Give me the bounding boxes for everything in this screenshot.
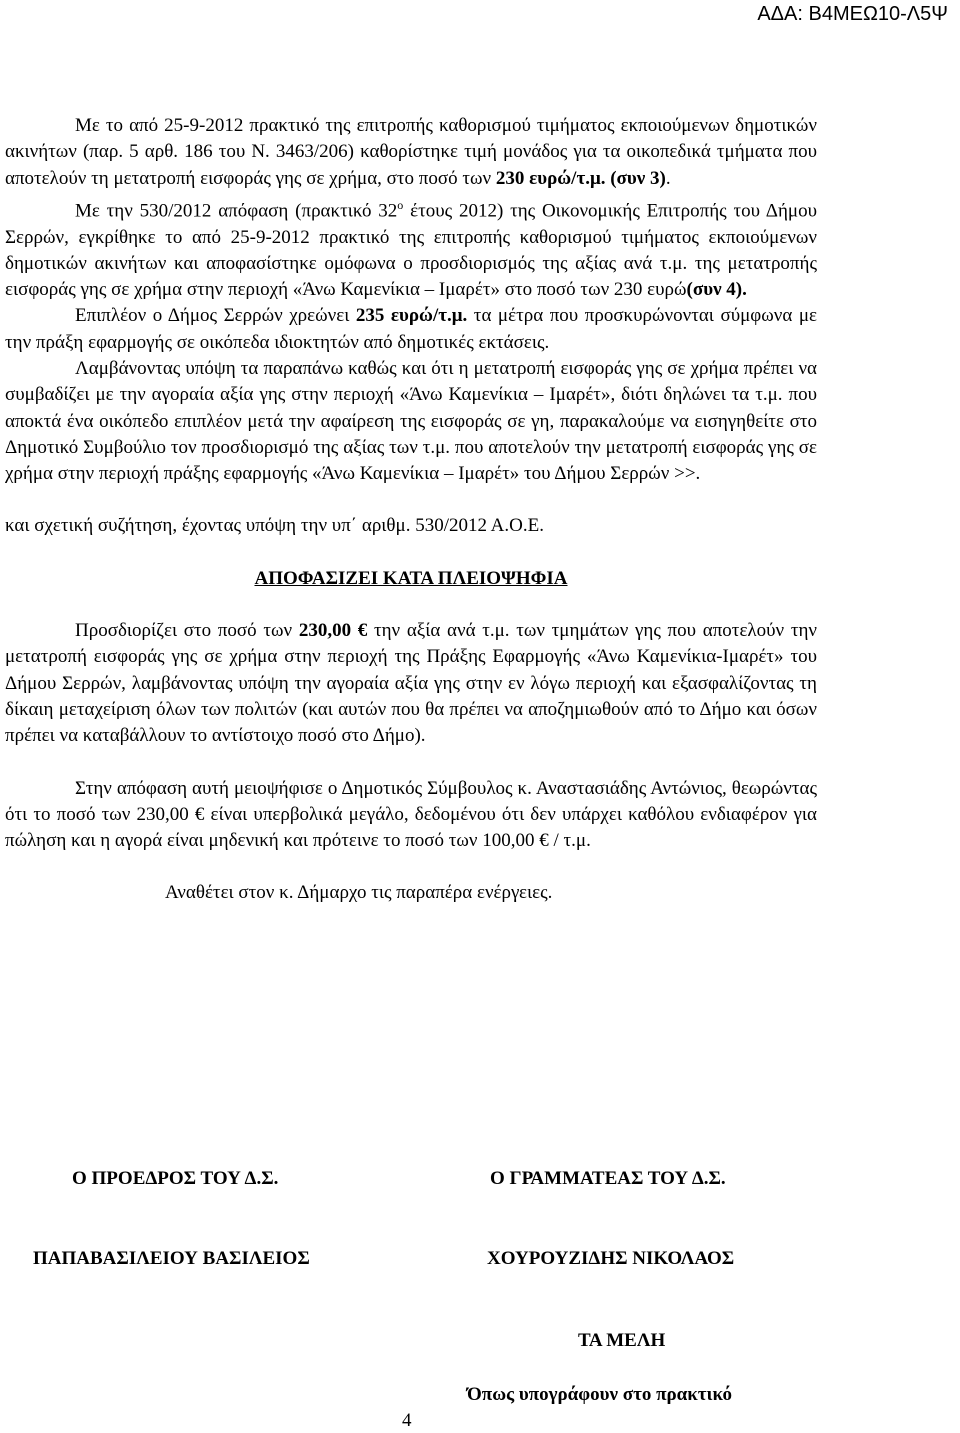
page-number: 4: [402, 1410, 412, 1431]
paragraph-additional-charge: [5, 303, 817, 356]
p3-bold: 235 ευρώ/τ.μ.: [355, 305, 468, 327]
p6-text-a: Προσδιορίζει στο ποσό των: [75, 620, 299, 642]
paragraph-decision: [5, 618, 817, 749]
document-body: [5, 113, 817, 907]
president-title: Ο ΠΡΟΕΔΡΟΣ ΤΟΥ Δ.Σ.: [72, 1168, 279, 1189]
secretary-name: ΧΟΥΡΟΥΖΙΔΗΣ ΝΙΚΟΛΑΟΣ: [487, 1248, 735, 1269]
p1-end: .: [665, 167, 671, 189]
p1-text: Με το από 25-9-2012 πρακτικό της επιτροπής καθορισμού τιμήματος εκποιούμενων δημοτικών ακινήτων (παρ. 5 αρθ. 186 του Ν. 3463/206) καθορίστηκε τιμή μονάδος για τα οικοπεδικά τμήματα που αποτελούν τη μετατροπή εισφοράς γης σε χρήμα, στο ποσό των: [5, 115, 817, 189]
ada-code: ΑΔΑ: Β4ΜΕΩ10-Λ5Ψ: [757, 3, 948, 25]
decision-heading: ΑΠΟΦΑΣΙΖΕΙ ΚΑΤΑ ΠΛΕΙΟΨΗΦΙΑ: [254, 567, 568, 589]
members-title: ΤΑ ΜΕΛΗ: [578, 1330, 666, 1351]
paragraph-committee-minutes: [5, 113, 817, 192]
p2-superscript: ο: [397, 197, 404, 212]
paragraph-minority-vote: Στην απόφαση αυτή μειοψήφισε ο Δημοτικός Σύμβουλος κ. Αναστασιάδης Αντώνιος, θεωρώντας ότι το ποσό των 230,00 € είναι υπερβολικά μεγάλο, δεδομένου ότι δεν υπάρχει καθόλου ενδιαφέρον για πώληση και η αγορά είναι μηδενική και πρότεινε το ποσό των 100,00 € / τ.μ.: [5, 777, 817, 852]
members-note: Όπως υπογράφουν στο πρακτικό: [467, 1384, 732, 1405]
secretary-title: Ο ΓΡΑΜΜΑΤΕΑΣ ΤΟΥ Δ.Σ.: [490, 1168, 726, 1189]
p1-bold: 230 ευρώ/τ.μ. (συν 3): [495, 167, 666, 189]
paragraph-discussion: και σχετική συζήτηση, έχοντας υπόψη την υπ΄ αριθμ. 530/2012 Α.Ο.Ε.: [5, 515, 544, 537]
president-name: ΠΑΠΑΒΑΣΙΛΕΙΟΥ ΒΑΣΙΛΕΙΟΣ: [33, 1248, 310, 1269]
paragraph-considering: Λαμβάνοντας υπόψη τα παραπάνω καθώς και ότι η μετατροπή εισφοράς γης σε χρήμα πρέπει να συμβαδίζει με την αγοραία αξία γης στην περιοχή «Άνω Καμενίκια – Ιμαρέτ», διότι δηλώνει τα τ.μ. που αποκτά ένα οικόπεδο επιπλέον μετά την αφαίρεση της εισφοράς σε γη, παρακαλούμε να εισηγηθείτε στο Δημοτικό Συμβούλιο τον προσδιορισμό της αξίας των τ.μ. που αποτελούν την μετατροπή εισφοράς γης σε χρήμα στην περιοχή πράξης εφαρμογής «Άνω Καμενίκια – Ιμαρέτ» του Δήμου Σερρών >>.: [5, 358, 817, 485]
paragraph-assignment: Αναθέτει στον κ. Δήμαρχο τις παραπέρα ενέργειες.: [165, 882, 553, 904]
p3-text-b: τα μέτρα που προσκυρώνονται σύμφωνα με την πράξη εφαρμογής σε οικόπεδα ιδιοκτητών από δημοτικές εκτάσεις.: [5, 305, 818, 353]
p2-bold: (συν 4).: [686, 279, 747, 301]
paragraph-finance-committee-decision: [5, 192, 817, 304]
p3-text-a: Επιπλέον ο Δήμος Σερρών χρεώνει: [75, 305, 356, 327]
p2-text-a: Με την 530/2012 απόφαση (πρακτικό 32: [75, 200, 398, 222]
p6-text-b: την αξία ανά τ.μ. των τμημάτων γης που αποτελούν την μετατροπή εισφοράς γης σε χρήμα στην περιοχή της Πράξης Εφαρμογής «Άνω Καμενίκια-Ιμαρέτ» του Δήμου Σερρών, λαμβάνοντας υπόψη την αγοραία αξία γης στην εν λόγω περιοχή και εξασφαλίζοντας τη δίκαιη μεταχείριση όλων των πολιτών (και αυτών που θα πρέπει να αποζημιωθούν από το Δήμο και όσων πρέπει να καταβάλλουν το αντίστοιχο ποσό στο Δήμο).: [5, 620, 817, 747]
p6-bold: 230,00 €: [298, 620, 368, 642]
p2-text-b: έτους 2012) της Οικονομικής Επιτροπής του Δήμου Σερρών, εγκρίθηκε το από 25-9-2012 πρακτικό της επιτροπής καθορισμού τιμήματος εκποιούμενων δημοτικών ακινήτων και αποφασίστηκε ομόφωνα ο προσδιορισμός της αξίας ανά τ.μ. της μετατροπής εισφοράς γης σε χρήμα στην περιοχή «Άνω Καμενίκια – Ιμαρέτ» στο ποσό των 230 ευρώ: [5, 200, 817, 301]
